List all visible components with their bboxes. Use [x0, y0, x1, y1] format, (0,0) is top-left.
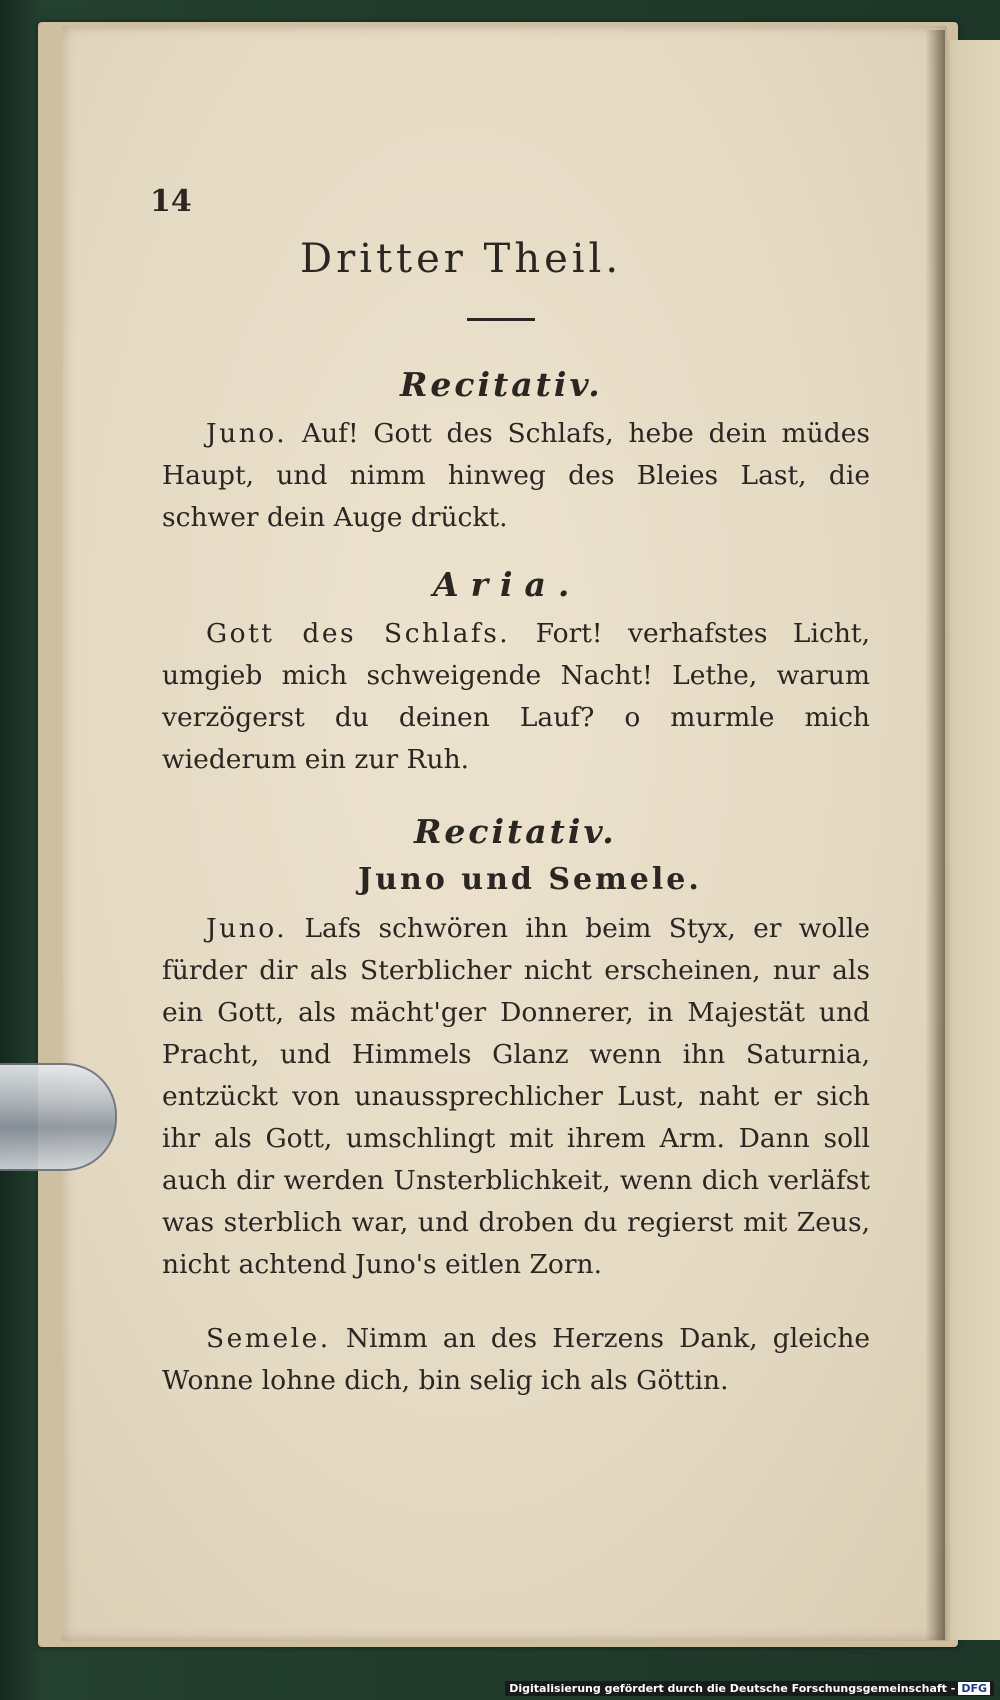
heading-recitativ-1: Recitativ. [400, 365, 603, 404]
paragraph-text: Auf! Gott des Schlafs, hebe dein müdes Haupt, und nimm hinweg des Bleies Last, die schwer dein Auge drückt. [162, 418, 870, 533]
page-clip [0, 1063, 117, 1171]
paragraph-text: Fort! verhafstes Licht, umgieb mich schweigende Nacht! Lethe, warum verzögerst du deinen Lauf? o murmle mich wiederum ein zur Ruh. [162, 618, 870, 775]
credit-text: Digitalisierung gefördert durch die Deutsche Forschungsgemeinschaft - [509, 1682, 956, 1695]
paragraph-text: Nimm an des Herzens Dank, gleiche Wonne lohne dich, bin selig ich als Göttin. [162, 1323, 870, 1396]
speaker-name: Juno. [206, 913, 288, 944]
heading-aria: Aria. [433, 565, 582, 604]
speaker-name: Juno. [206, 418, 288, 449]
paragraph-juno-1 [162, 413, 870, 539]
dfg-logo: DFG [958, 1682, 990, 1695]
gutter-shadow [925, 30, 945, 1640]
paragraph-aria [162, 613, 870, 781]
paragraph-text: Lafs schwören ihn beim Styx, er wolle fürder dir als Sterblicher nicht erscheinen, nur als ein Gott, als mächt'ger Donnerer, in Majestät und Pracht, und Himmels Glanz wenn ihn Saturnia, entzückt von unaussprechlicher Lust, naht er sich ihr als Gott, umschlingt mit ihrem Arm. Dann soll auch dir werden Unsterblichkeit, wenn dich verläfst was sterblich war, und droben du regierst mit Zeus, nicht achtend Juno's eitlen Zorn. [162, 913, 870, 1280]
next-page-edge [940, 40, 1000, 1640]
paragraph-juno-2 [162, 908, 870, 1286]
speaker-name: Semele. [206, 1323, 331, 1354]
title-rule [467, 318, 535, 321]
page-number: 14 [150, 184, 192, 219]
digitization-credit [505, 1681, 994, 1696]
heading-recitativ-2: Recitativ. [414, 812, 617, 851]
speaker-name: Gott des Schlafs. [206, 618, 511, 649]
subheading-characters: Juno und Semele. [358, 862, 702, 897]
page-title: Dritter Theil. [300, 236, 623, 282]
paragraph-semele [162, 1318, 870, 1402]
